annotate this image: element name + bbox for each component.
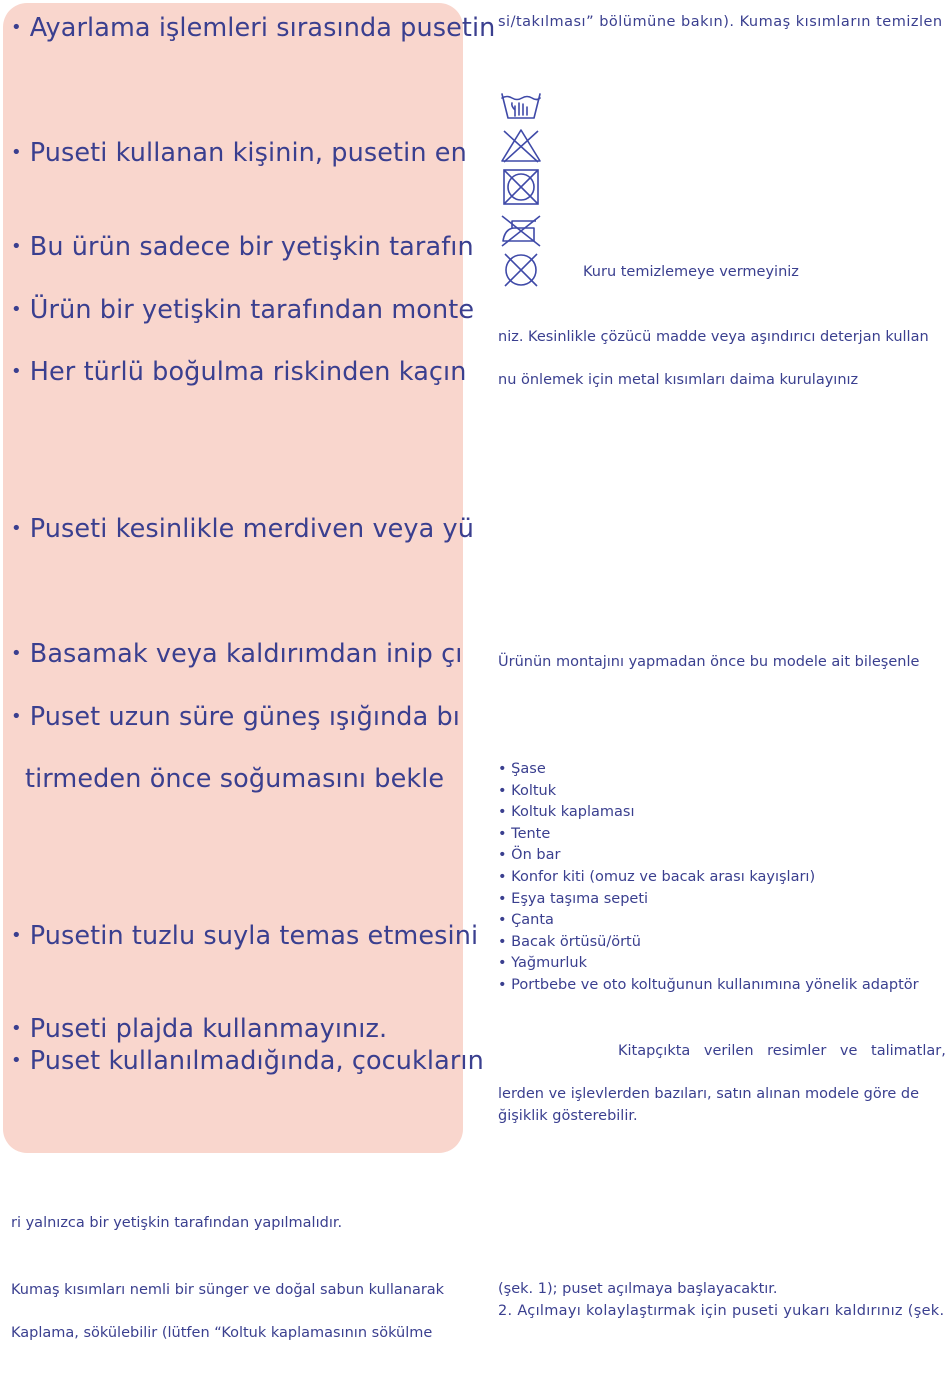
warning-item: • Her türlü boğulma riskinden kaçın: [11, 357, 467, 387]
list-item: • Şase: [498, 759, 919, 781]
list-item: • Eşya taşıma sepeti: [498, 889, 919, 911]
list-item: • Koltuk kaplaması: [498, 802, 919, 824]
components-list: [498, 759, 919, 997]
note-text: ğişiklik gösterebilir.: [498, 1108, 638, 1124]
hand-wash-icon: [498, 86, 544, 124]
warning-item: • Ayarlama işlemleri sırasında pusetin: [11, 13, 496, 43]
no-iron-icon: [498, 211, 544, 249]
list-item: • Çanta: [498, 910, 919, 932]
bottom-text: ri yalnızca bir yetişkin tarafından yapılmalıdır.: [11, 1215, 343, 1231]
note-text: Kitapçıkta verilen resimler ve talimatlar,: [618, 1043, 946, 1059]
warning-item: • Bu ürün sadece bir yetişkin tarafın: [11, 232, 474, 262]
warning-item: • Basamak veya kaldırımdan inip çı: [11, 639, 463, 669]
list-item: • Ön bar: [498, 845, 919, 867]
warning-item: • Puseti plajda kullanmayınız.: [11, 1014, 388, 1044]
cleaning-text: si/takılması” bölümüne bakın). Kumaş kısımların temizlen: [498, 14, 943, 30]
cleaning-text: nu önlemek için metal kısımları daima kurulayınız: [498, 372, 859, 388]
no-tumble-dry-icon: [498, 168, 544, 206]
warning-item: • Pusetin tuzlu suyla temas etmesini: [11, 921, 479, 951]
list-item: • Portbebe ve oto koltuğunun kullanımına yönelik adaptör: [498, 975, 919, 997]
list-item: • Konfor kiti (omuz ve bacak arası kayışları): [498, 867, 919, 889]
assembly-intro: Ürünün montajını yapmadan önce bu modele ait bileşenle: [498, 654, 920, 670]
warning-continuation: tirmeden önce soğumasını bekle: [25, 764, 445, 794]
note-text: lerden ve işlevlerden bazıları, satın alınan modele göre de: [498, 1086, 920, 1102]
no-dry-clean-icon: [498, 251, 544, 289]
warning-item: • Puseti kesinlikle merdiven veya yü: [11, 514, 475, 544]
bottom-text: Kaplama, sökülebilir (lütfen “Koltuk kaplamasının sökülme: [11, 1325, 433, 1341]
warning-item: • Ürün bir yetişkin tarafından monte: [11, 295, 475, 325]
warnings-panel: [3, 3, 463, 1153]
no-bleach-icon: [498, 127, 544, 165]
dry-clean-label: Kuru temizlemeye vermeyiniz: [583, 264, 799, 280]
list-item: • Tente: [498, 824, 919, 846]
step-text: (şek. 1); puset açılmaya başlayacaktır.: [498, 1281, 778, 1297]
cleaning-text: niz. Kesinlikle çözücü madde veya aşındırıcı deterjan kullan: [498, 329, 929, 345]
list-item: • Yağmurluk: [498, 953, 919, 975]
step-text: 2. Açılmayı kolaylaştırmak için puseti yukarı kaldırınız (şek.: [498, 1303, 945, 1319]
warning-item: • Puset uzun süre güneş ışığında bı: [11, 702, 460, 732]
list-item: • Koltuk: [498, 781, 919, 803]
warning-item: • Puseti kullanan kişinin, pusetin en: [11, 138, 467, 168]
bottom-text: Kumaş kısımları nemli bir sünger ve doğal sabun kullanarak: [11, 1282, 445, 1298]
warning-item: • Puset kullanılmadığında, çocukların: [11, 1046, 484, 1076]
list-item: • Bacak örtüsü/örtü: [498, 932, 919, 954]
